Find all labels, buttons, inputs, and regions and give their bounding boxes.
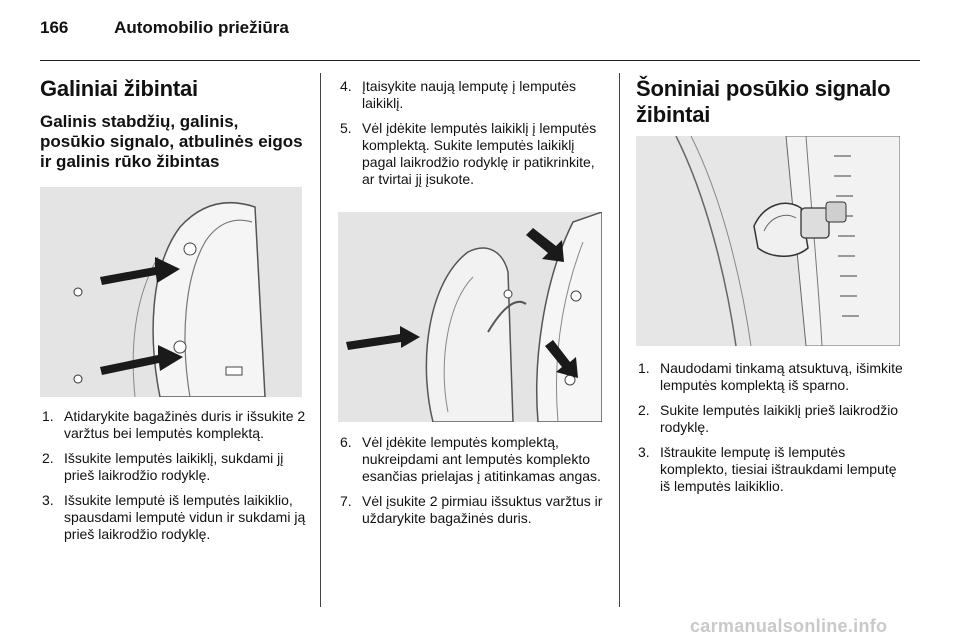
lamp-assembly-figure <box>338 212 602 422</box>
page-header <box>40 18 289 38</box>
step-text: Sukite lemputės laikiklį prieš laikrodžio rodyklę. <box>660 402 899 435</box>
step-number: 2. <box>638 402 650 418</box>
rear-light-figure <box>40 187 302 397</box>
list-item <box>636 444 908 495</box>
watermark: carmanualsonline.info <box>690 616 888 636</box>
right-steps <box>636 360 908 503</box>
step-number: 3. <box>638 444 650 460</box>
step-text: Atidarykite bagažinės duris ir išsukite 2 varžtus bei lemputės komplektą. <box>64 408 306 441</box>
right-heading: Šoniniai posūkio signalo žibintai <box>636 76 891 127</box>
right-column <box>636 76 906 128</box>
list-item <box>40 492 310 543</box>
step-number: 5. <box>340 120 352 136</box>
list-item <box>338 120 606 188</box>
step-text: Naudodami tinkamą atsuktuvą, išimkite lemputės komplektą iš sparno. <box>660 360 903 393</box>
step-number: 6. <box>340 434 352 450</box>
step-number: 1. <box>638 360 650 376</box>
left-steps <box>40 408 310 551</box>
header-rule <box>40 60 920 61</box>
page-number: 166 <box>40 18 69 37</box>
list-item <box>636 402 908 436</box>
step-text: Įtaisykite naują lemputę į lemputės laikiklį. <box>362 78 576 111</box>
step-number: 1. <box>42 408 54 424</box>
list-item <box>40 408 310 442</box>
step-number: 4. <box>340 78 352 94</box>
side-indicator-figure <box>636 136 900 346</box>
step-text: Vėl įsukite 2 pirmiau išsuktus varžtus ir uždarykite bagažinės duris. <box>362 493 603 526</box>
step-text: Vėl įdėkite lemputės laikiklį į lemputės komplektą. Sukite lemputės laikiklį pagal laikrodžio rodyklę ir patikrinkite, ar tvirtai jį įsukote. <box>362 120 597 187</box>
list-item <box>338 434 608 485</box>
column-divider-1 <box>320 73 321 607</box>
section-title: Automobilio priežiūra <box>114 18 289 37</box>
step-number: 7. <box>340 493 352 509</box>
step-text: Išsukite lemputė iš lemputės laikiklio, spausdami lemputė vidun ir sukdami ją prieš laikrodžio rodyklę. <box>64 492 306 542</box>
left-column <box>40 76 308 172</box>
middle-steps-top <box>338 78 606 196</box>
step-text: Išsukite lemputės laikiklį, sukdami jį prieš laikrodžio rodyklę. <box>64 450 284 483</box>
list-item <box>338 78 606 112</box>
left-subheading: Galinis stabdžių, galinis, posūkio signalo, atbulinės eigos ir galinis rūko žibintas <box>40 112 303 171</box>
left-heading: Galiniai žibintai <box>40 76 198 101</box>
column-divider-2 <box>619 73 620 607</box>
middle-steps-bottom <box>338 434 608 535</box>
list-item <box>40 450 310 484</box>
step-number: 3. <box>42 492 54 508</box>
step-number: 2. <box>42 450 54 466</box>
step-text: Vėl įdėkite lemputės komplektą, nukreipdami ant lemputės komplekto esančias prielajas į atitinkamas angas. <box>362 434 601 484</box>
step-text: Ištraukite lemputę iš lemputės komplekto, tiesiai ištraukdami lemputę iš lemputės laikiklio. <box>660 444 897 494</box>
list-item <box>338 493 608 527</box>
list-item <box>636 360 908 394</box>
